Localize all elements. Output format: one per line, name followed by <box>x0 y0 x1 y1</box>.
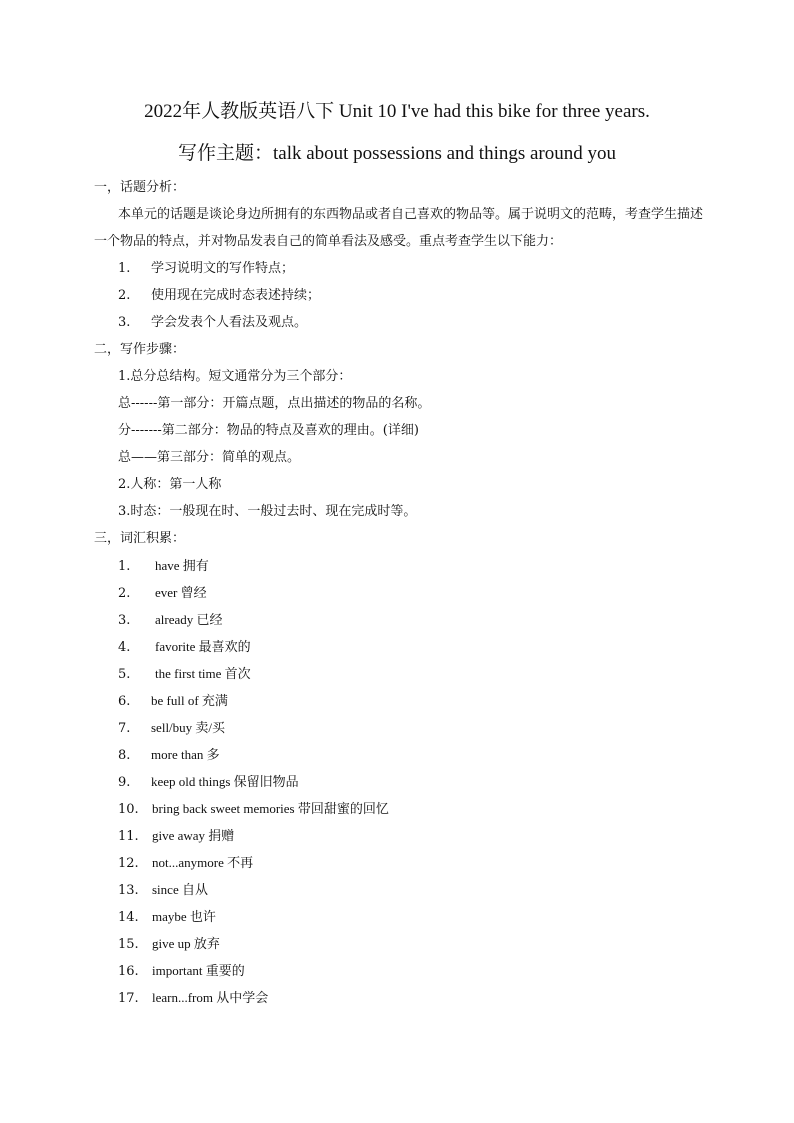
vocab-item <box>94 687 714 714</box>
vocab-number: 4. <box>118 640 131 655</box>
vocab-text: favorite 最喜欢的 <box>155 639 251 654</box>
vocab-number: 6. <box>118 694 131 709</box>
vocab-text: more than 多 <box>151 747 220 762</box>
writing-step-line: 3.时态：一般现在时、一般过去时、现在完成时等。 <box>118 504 417 519</box>
vocab-text: give away 捐赠 <box>152 828 235 843</box>
vocab-text: learn...from 从中学会 <box>152 990 269 1005</box>
vocab-item <box>94 633 714 660</box>
vocab-item <box>94 984 714 1011</box>
vocab-text: bring back sweet memories 带回甜蜜的回忆 <box>152 801 389 816</box>
list-item <box>94 309 714 336</box>
vocabulary-list <box>94 552 714 1011</box>
vocab-item <box>94 822 714 849</box>
vocab-text: give up 放弃 <box>152 936 220 951</box>
vocab-number: 14. <box>118 910 139 925</box>
vocab-number: 15. <box>118 937 139 952</box>
writing-topic-title: 写作主题：talk about possessions and things around you <box>177 143 617 164</box>
vocab-text: important 重要的 <box>152 963 245 978</box>
list-item-text: 学会发表个人看法及观点。 <box>151 315 308 330</box>
vocab-item <box>94 660 714 687</box>
vocab-item <box>94 606 714 633</box>
section-heading-vocabulary: 三，词汇积累： <box>94 531 186 546</box>
vocab-number: 3. <box>118 613 131 628</box>
vocab-number: 7. <box>118 721 131 736</box>
vocab-number: 9. <box>118 775 131 790</box>
vocab-text: sell/buy 卖/买 <box>151 720 226 735</box>
list-item <box>94 255 714 282</box>
vocab-number: 1. <box>118 559 131 574</box>
writing-step-line: 1.总分总结构。短文通常分为三个部分： <box>118 369 352 384</box>
topic-analysis-paragraph: 本单元的话题是谈论身边所拥有的东西物品或者自己喜欢的物品等。属于说明文的范畴，考查学生描述一个物品的特点，并对物品发表自己的简单看法及感受。重点考查学生以下能力： <box>94 207 704 249</box>
vocab-text: not...anymore 不再 <box>152 855 254 870</box>
vocab-item <box>94 957 714 984</box>
vocab-item <box>94 795 714 822</box>
vocab-number: 12. <box>118 856 139 871</box>
writing-step-line: 总------第一部分：开篇点题，点出描述的物品的名称。 <box>118 396 431 411</box>
vocab-text: since 自从 <box>152 882 208 897</box>
vocab-item <box>94 579 714 606</box>
vocab-text: the first time 首次 <box>155 666 251 681</box>
vocab-text: keep old things 保留旧物品 <box>151 774 299 789</box>
vocab-number: 10. <box>118 802 139 817</box>
list-item-number: 2. <box>118 288 131 303</box>
vocab-text: have 拥有 <box>155 558 209 573</box>
writing-step-line: 2.人称：第一人称 <box>118 477 222 492</box>
document-body <box>94 174 714 1011</box>
vocab-number: 5. <box>118 667 131 682</box>
writing-step-line: 分-------第二部分：物品的特点及喜欢的理由。(详细) <box>118 423 419 438</box>
writing-step-line: 总——第三部分：简单的观点。 <box>118 450 301 465</box>
list-item-number: 1. <box>118 261 131 276</box>
vocab-item <box>94 768 714 795</box>
vocab-item <box>94 930 714 957</box>
vocab-item <box>94 741 714 768</box>
vocab-number: 17. <box>118 991 139 1006</box>
vocab-item <box>94 714 714 741</box>
vocab-text: be full of 充满 <box>151 693 228 708</box>
vocab-text: ever 曾经 <box>155 585 207 600</box>
section-heading-topic-analysis: 一，话题分析： <box>94 180 186 195</box>
list-item-number: 3. <box>118 315 131 330</box>
vocab-number: 16. <box>118 964 139 979</box>
vocab-item <box>94 903 714 930</box>
document-title: 2022年人教版英语八下 Unit 10 I've had this bike for three years. <box>144 101 650 122</box>
list-item-text: 学习说明文的写作特点； <box>151 261 295 276</box>
vocab-number: 11. <box>118 829 139 844</box>
vocab-item <box>94 552 714 579</box>
vocab-text: maybe 也许 <box>152 909 216 924</box>
vocab-number: 8. <box>118 748 131 763</box>
section-heading-writing-steps: 二，写作步骤： <box>94 342 186 357</box>
vocab-number: 13. <box>118 883 139 898</box>
vocab-item <box>94 849 714 876</box>
list-item-text: 使用现在完成时态表述持续； <box>151 288 321 303</box>
vocab-text: already 已经 <box>155 612 223 627</box>
vocab-item <box>94 876 714 903</box>
vocab-number: 2. <box>118 586 131 601</box>
list-item <box>94 282 714 309</box>
